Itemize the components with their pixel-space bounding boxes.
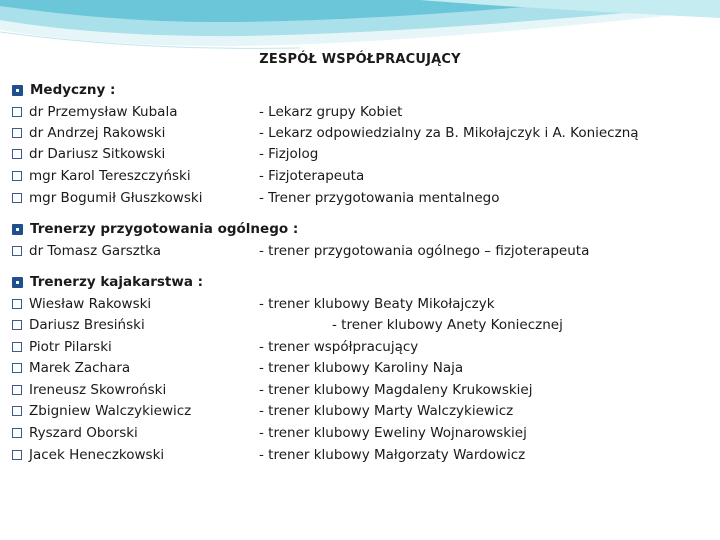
person-role: - trener klubowy Małgorzaty Wardowicz: [259, 447, 526, 463]
checkbox-bullet-icon: [12, 299, 22, 309]
list-item: [12, 403, 191, 419]
list-item: [12, 339, 112, 355]
list-item: [12, 243, 161, 259]
section-heading-general-trainers: Trenerzy przygotowania ogólnego :: [12, 221, 298, 237]
bullet-square-icon: [12, 85, 23, 96]
decorative-banner: [0, 0, 720, 60]
checkbox-bullet-icon: [12, 171, 22, 181]
checkbox-bullet-icon: [12, 428, 22, 438]
person-name: Ireneusz Skowroński: [29, 382, 167, 398]
checkbox-bullet-icon: [12, 450, 22, 460]
list-item: [12, 317, 145, 333]
page-title: ZESPÓŁ WSPÓŁPRACUJĄCY: [259, 52, 461, 67]
checkbox-bullet-icon: [12, 406, 22, 416]
person-name: Dariusz Bresiński: [29, 317, 145, 333]
list-item: [12, 447, 164, 463]
list-item: [12, 296, 151, 312]
person-role: - trener klubowy Eweliny Wojnarowskiej: [259, 425, 527, 441]
list-item: [12, 104, 177, 120]
person-role: - trener klubowy Karoliny Naja: [259, 360, 464, 376]
person-role: - Fizjolog: [259, 146, 319, 162]
list-item: [12, 190, 202, 206]
person-role: - trener klubowy Beaty Mikołajczyk: [259, 296, 495, 312]
list-item: [12, 360, 130, 376]
person-name: Jacek Heneczkowski: [29, 447, 165, 463]
person-role: - trener przygotowania ogólnego – fizjoterapeuta: [259, 243, 590, 259]
section-heading-medyczny: Medyczny :: [12, 82, 115, 98]
person-name: dr Tomasz Garsztka: [29, 243, 162, 259]
person-name: dr Dariusz Sitkowski: [29, 146, 166, 162]
bullet-square-icon: [12, 277, 23, 288]
checkbox-bullet-icon: [12, 342, 22, 352]
checkbox-bullet-icon: [12, 320, 22, 330]
person-role: - Fizjoterapeuta: [259, 168, 365, 184]
person-name: Zbigniew Walczykiewicz: [29, 403, 192, 419]
list-item: [12, 168, 191, 184]
person-role: - Trener przygotowania mentalnego: [259, 190, 500, 206]
list-item: [12, 125, 165, 141]
checkbox-bullet-icon: [12, 385, 22, 395]
checkbox-bullet-icon: [12, 363, 22, 373]
list-item: [12, 382, 166, 398]
person-role: - trener współpracujący: [259, 339, 419, 355]
checkbox-bullet-icon: [12, 107, 22, 117]
person-name: dr Przemysław Kubala: [29, 104, 178, 120]
person-role: - trener klubowy Magdaleny Krukowskiej: [259, 382, 533, 398]
person-name: Wiesław Rakowski: [29, 296, 152, 312]
checkbox-bullet-icon: [12, 149, 22, 159]
checkbox-bullet-icon: [12, 193, 22, 203]
section-heading-kayak-trainers: Trenerzy kajakarstwa :: [12, 274, 203, 290]
person-name: mgr Bogumił Głuszkowski: [29, 190, 203, 206]
person-name: dr Andrzej Rakowski: [29, 125, 166, 141]
checkbox-bullet-icon: [12, 128, 22, 138]
person-name: mgr Karol Tereszczyński: [29, 168, 191, 184]
person-role: - Lekarz grupy Kobiet: [259, 104, 403, 120]
person-name: Ryszard Oborski: [29, 425, 138, 441]
list-item: [12, 146, 165, 162]
person-name: Marek Zachara: [29, 360, 131, 376]
person-role: - Lekarz odpowiedzialny za B. Mikołajczyk i A. Konieczną: [259, 125, 639, 141]
person-role: - trener klubowy Marty Walczykiewicz: [259, 403, 514, 419]
bullet-square-icon: [12, 224, 23, 235]
person-name: Piotr Pilarski: [29, 339, 112, 355]
person-role: - trener klubowy Anety Koniecznej: [332, 317, 563, 333]
checkbox-bullet-icon: [12, 246, 22, 256]
list-item: [12, 425, 138, 441]
